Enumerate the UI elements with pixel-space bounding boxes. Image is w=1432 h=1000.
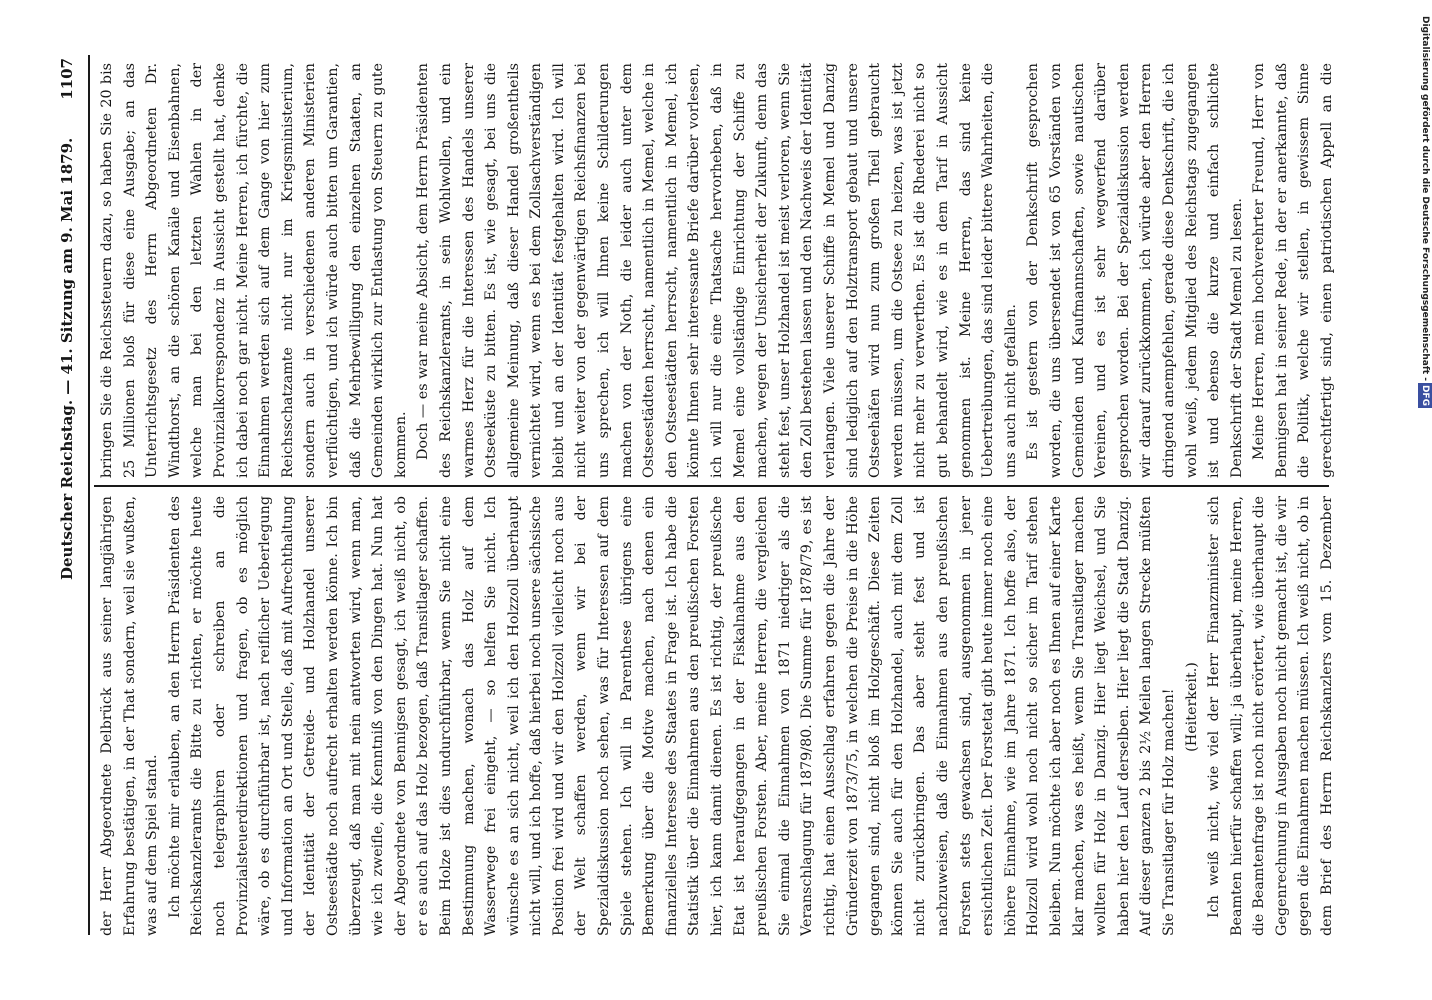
interjection: (Heiterkeit.) bbox=[1183, 662, 1200, 752]
credit-text-line bbox=[1418, 0, 1432, 408]
digitization-credit bbox=[1418, 0, 1432, 1000]
credit-text: Digitalisierung gefördert durch die Deutsche Forschungsgemeinschaft - bbox=[1420, 16, 1430, 381]
left-paragraph-3: Ich weiß nicht, wie viel der Herr Finanzminister sich Beamten hierfür schaffen will; ja überhaupt, meine Herren, die Beamtenfrage ist noch nicht erörtert, wie überhaupt die Gegenrechnung in Ausgaben noch nicht gemacht ist, die wir gegen die Einnahmen machen müssen. Ich weiß nicht, ob in dem Brief des Herrn Reichskanzlers vom 15. Dezember bbox=[1206, 496, 1336, 936]
left-paragraph-2: Ich möchte mir erlauben, an den Herrn Präsidenten des Reichskanzleramts die Bitte zu richten, er möchte heute noch telegraphiren oder schreiben an die Provinzialsteuerdirektionen und fragen, ob es möglich wäre, ob es durchführbar ist, nach reiflicher Ueberlegung und Information an Ort und Stelle, daß mit Aufrechthaltung der Identität der Getreide- und Holzhandel unserer Ostseestädte noch aufrecht erhalten werden könne. Ich bin überzeugt, daß man mit nein antworten wird, wenn man, wie ich zweifle, die Kenntniß von den Dingen hat. Nun hat der Abgeordnete von Bennigsen gesagt, ich weiß nicht, ob er es auch auf das Holz bezogen, daß Transitlager schaffen. Beim Holze ist dies undurchführbar, wenn Sie nicht eine Bestimmung machen, wonach das Holz auf dem Wasserwege frei eingeht, — so helfen Sie nicht. Ich wünsche es an sich nicht, weil ich den Holzzoll überhaupt nicht will, und ich hoffe, daß hierbei noch unsere sächsische Position frei wird und wir den Holzzoll vielleicht noch aus der Welt schaffen werden, wenn wir bei der Spezialdiskussion noch sehen, was für Interessen auf dem Spiele stehen. Ich will in Parenthese übrigens eine Bemerkung über die Motive machen, nach denen ein finanzielles Interesse des Staates in Frage ist. Ich habe die Statistik über die Einnahmen aus den preußischen Forsten hier, ich kann damit dienen. Es ist richtig, der preußische Etat ist heraufgegangen in der Fiskalnahme aus den preußischen Forsten. Aber, meine Herren, die vergleichen Sie einmal die Einnahmen von 1871 niedriger als die Veranschlagung für 1879/80. Die Summe für 1878/79, es ist richtig, hat einen Ausschlag erfahren gegen die Jahre der Gründerzeit von 1873/75, in welchen die Preise in die Höhe gegangen sind, nicht bloß im Holzgeschäft. Diese Zeiten können Sie auch für den Holzhandel, auch mit dem Zoll nicht zurückbringen. Das aber steht fest und ist nachzuweisen, daß die Einnahmen aus den preußischen Forsten stets gewachsen sind, ausgenommen in jener ersichtlichen Zeit. Der Forstetat gibt heute immer noch eine höhere Einnahme, wie im Jahre 1871. Ich hoffe also, der Holzzoll wird wohl noch nicht so sicher im Tarif stehen bleiben. Nun möchte ich aber noch es Ihnen auf einer Karte klar machen, was es heißt, wenn Sie Transitlager machen wollten für Holz in Danzig. Hier liegt Weichsel, und Sie haben hier den Lauf derselben. Hier liegt die Stadt Danzig. Auf dieser ganzen 2 bis 2½ Meilen langen Strecke müßten Sie Transitlager für Holz machen! bbox=[166, 496, 1177, 936]
left-paragraph-1: der Herr Abgeordnete Delbrück aus seiner langjährigen Erfahrung bestätigen, in der That sondern, weil sie wußten, was auf dem Spiel stand. bbox=[99, 496, 161, 936]
column-divider bbox=[94, 486, 1329, 488]
right-column bbox=[96, 63, 1341, 478]
right-paragraph-2: Doch — es war meine Absicht, dem Herrn Präsidenten des Reichskanzleramts, in sein Wohlwollen, und ein warmes Herz für die Interessen des Handels unserer Ostseeküste zu bitten. Es ist, wie gesagt, bei uns die allgemeine Meinung, daß dieser Handel großentheils vernichtet wird, wenn es bei dem Zollsachverständigen bleibt und an der Identität festgehalten wird. Ich will nicht weiter von der gegenwärtigen Reichsfinanzen bei uns sprechen, ich will Ihnen keine Schilderungen machen von der Noth, die leider auch unter dem Ostseestädten herrscht, namentlich in Memel, welche in den Ostseestädten herrscht, namentlich in Memel, ich könnte Ihnen sehr interessante Briefe darüber vorlesen, ich will nur die eine Thatsache hervorheben, daß in Memel eine vollständige Einrichtung der Schiffe zu machen, wegen der Unsicherheit der Zukunft, denn das steht fest, unser Holzhandel ist meist verloren, wenn Sie den Zoll bestehen lassen und den Nachweis der Identität verlangen. Viele unserer Schiffe in Memel und Danzig sind lediglich auf den Holztransport gebaut und unsere Ostseehäfen wird nun zum großen Theil gebraucht werden müssen, um die Ostsee zu heizen, was ist jetzt nicht mehr zu verwerthen. Es ist die Rhederei nicht so gut behandelt wird, wie es in dem Tarif in Aussicht genommen ist. Meine Herren, das sind keine Uebertreibungen, das sind leider bittere Wahrheiten, die uns auch nicht gefallen. bbox=[415, 63, 1019, 478]
credit-strip bbox=[1418, 0, 1432, 1000]
right-paragraph-3: Es ist gestern von der Denkschrift gesprochen worden, die uns übersendet ist von 65 Vorständen von Gemeinden und Kaufmannschaften, sowie nautischen Vereinen, und es ist sehr wegwerfend darüber gesprochen worden. Bei der Spezialdiskussion werden wir darauf zurückkommen, ich würde aber den Herren dringend anempfehlen, gerade diese Denkschrift, die ich wohl weiß, jedem Mitglied des Reichstags zugegangen ist und ebenso die kurze und einfach schlichte Denkschrift der Stadt Memel zu lesen. bbox=[1025, 63, 1245, 478]
page-number: 1107 bbox=[58, 58, 76, 100]
header-rule bbox=[88, 55, 90, 935]
dfg-logo: DFG bbox=[1420, 384, 1430, 406]
right-paragraph-4: Meine Herren, mein hochverehrter Freund, Herr von Bennigsen hat in seiner Rede, in der er anerkannte, daß die Politik, welche wir stellen, in gewissem Sinne gerechtfertigt sind, einen patriotischen Appell an die bbox=[1251, 63, 1336, 478]
right-paragraph-1: bringen Sie die Reichssteuern dazu, so haben Sie 20 bis 25 Millionen bloß für diese eine Ausgabe; an das Unterrichtsgesetz des Herrn Abgeordneten Dr. Windthorst, an die schönen Kanäle und Eisenbahnen, welche man bei den letzten Wahlen in der Provinzialkorrespondenz in Aussicht gestellt hat, denke ich dabei noch gar nicht. Meine Herren, ich fürchte, die Einnahmen werden sich auf dem Gange von hier zum Reichsschatzamte nicht nur im Kriegsministerium, sondern auch in verschiedenen anderen Ministerien verflüchtigen, und ich würde auch bitten um Garantien, daß die Mehrbewilligung den einzelnen Staaten, an Gemeinden wirklich zur Entlastung von Steuern zu gute kommen. bbox=[99, 63, 409, 478]
left-column bbox=[96, 496, 1341, 936]
page-header-title: Deutscher Reichstag. — 41. Sitzung am 9. Mai 1879. bbox=[58, 137, 76, 580]
